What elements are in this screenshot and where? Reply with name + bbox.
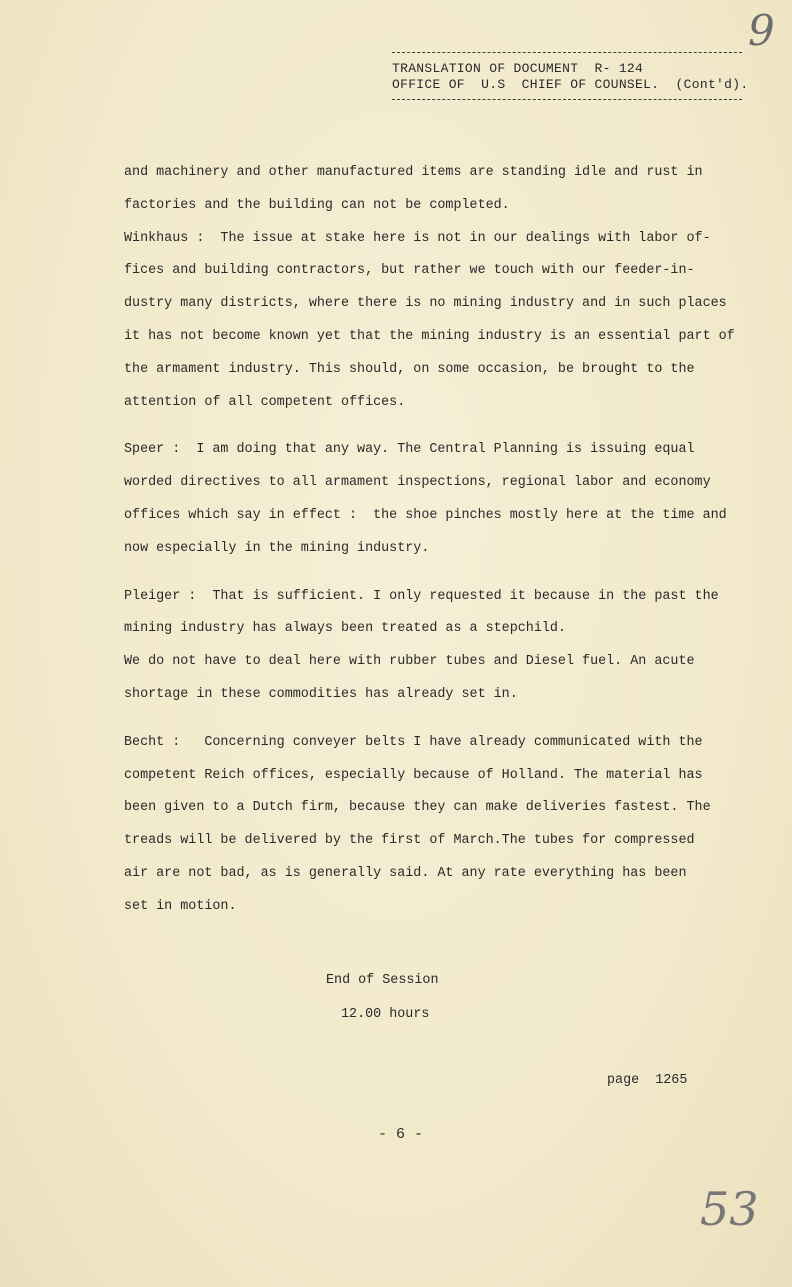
paragraph <box>124 438 752 569</box>
text-line: mining industry has always been treated as a stepchild. <box>124 621 566 637</box>
text-line: Becht : Concerning conveyer belts I have already communicated with the <box>124 734 703 750</box>
paragraph <box>124 585 752 716</box>
text-line: Pleiger : That is sufficient. I only requested it because in the past the <box>124 588 719 604</box>
handwritten-number-top: 9 <box>748 6 775 55</box>
header-dashed-rule-top <box>392 52 742 53</box>
end-of-session: End of Session <box>326 973 439 988</box>
body-text <box>124 161 752 928</box>
page-number: - 6 - <box>378 1126 424 1143</box>
text-line: and machinery and other manufactured items are standing idle and rust in <box>124 165 703 180</box>
handwritten-number-bottom: 53 <box>700 1182 759 1236</box>
paragraph <box>124 161 752 423</box>
text-line: been given to a Dutch firm, because they can make deliveries fastest. The <box>124 800 711 816</box>
text-line: offices which say in effect : the shoe pinches mostly here at the time and <box>124 507 727 523</box>
text-line: competent Reich offices, especially because of Holland. The material has <box>124 767 703 783</box>
text-line: Winkhaus : The issue at stake here is not in our dealings with labor of- <box>124 230 711 246</box>
text-line: attention of all competent offices. <box>124 394 406 410</box>
text-line: fices and building contractors, but rather we touch with our feeder-in- <box>124 263 695 279</box>
text-line: worded directives to all armament inspections, regional labor and economy <box>124 475 711 491</box>
text-line: Speer : I am doing that any way. The Central Planning is issuing equal <box>124 442 695 458</box>
header-title: TRANSLATION OF DOCUMENT R- 124 <box>392 61 644 76</box>
header-office: OFFICE OF U.S CHIEF OF COUNSEL. (Cont'd). <box>392 77 749 92</box>
paragraph <box>124 731 752 928</box>
text-line: shortage in these commodities has already set in. <box>124 686 518 702</box>
text-line: air are not bad, as is generally said. At any rate everything has been <box>124 865 687 881</box>
text-line: the armament industry. This should, on some occasion, be brought to the <box>124 361 695 377</box>
text-line: treads will be delivered by the first of March.The tubes for compressed <box>124 833 695 849</box>
session-time: 12.00 hours <box>341 1007 430 1022</box>
text-line: now especially in the mining industry. <box>124 540 430 556</box>
text-line: set in motion. <box>124 898 237 914</box>
text-line: We do not have to deal here with rubber tubes and Diesel fuel. An acute <box>124 654 695 670</box>
text-line: dustry many districts, where there is no mining industry and in such places <box>124 296 727 312</box>
header-dashed-rule-bottom <box>392 99 742 100</box>
document-header <box>392 52 749 100</box>
text-line: it has not become known yet that the mining industry is an essential part of <box>124 328 735 344</box>
text-line: factories and the building can not be completed. <box>124 197 510 213</box>
page-reference: page 1265 <box>607 1073 688 1088</box>
